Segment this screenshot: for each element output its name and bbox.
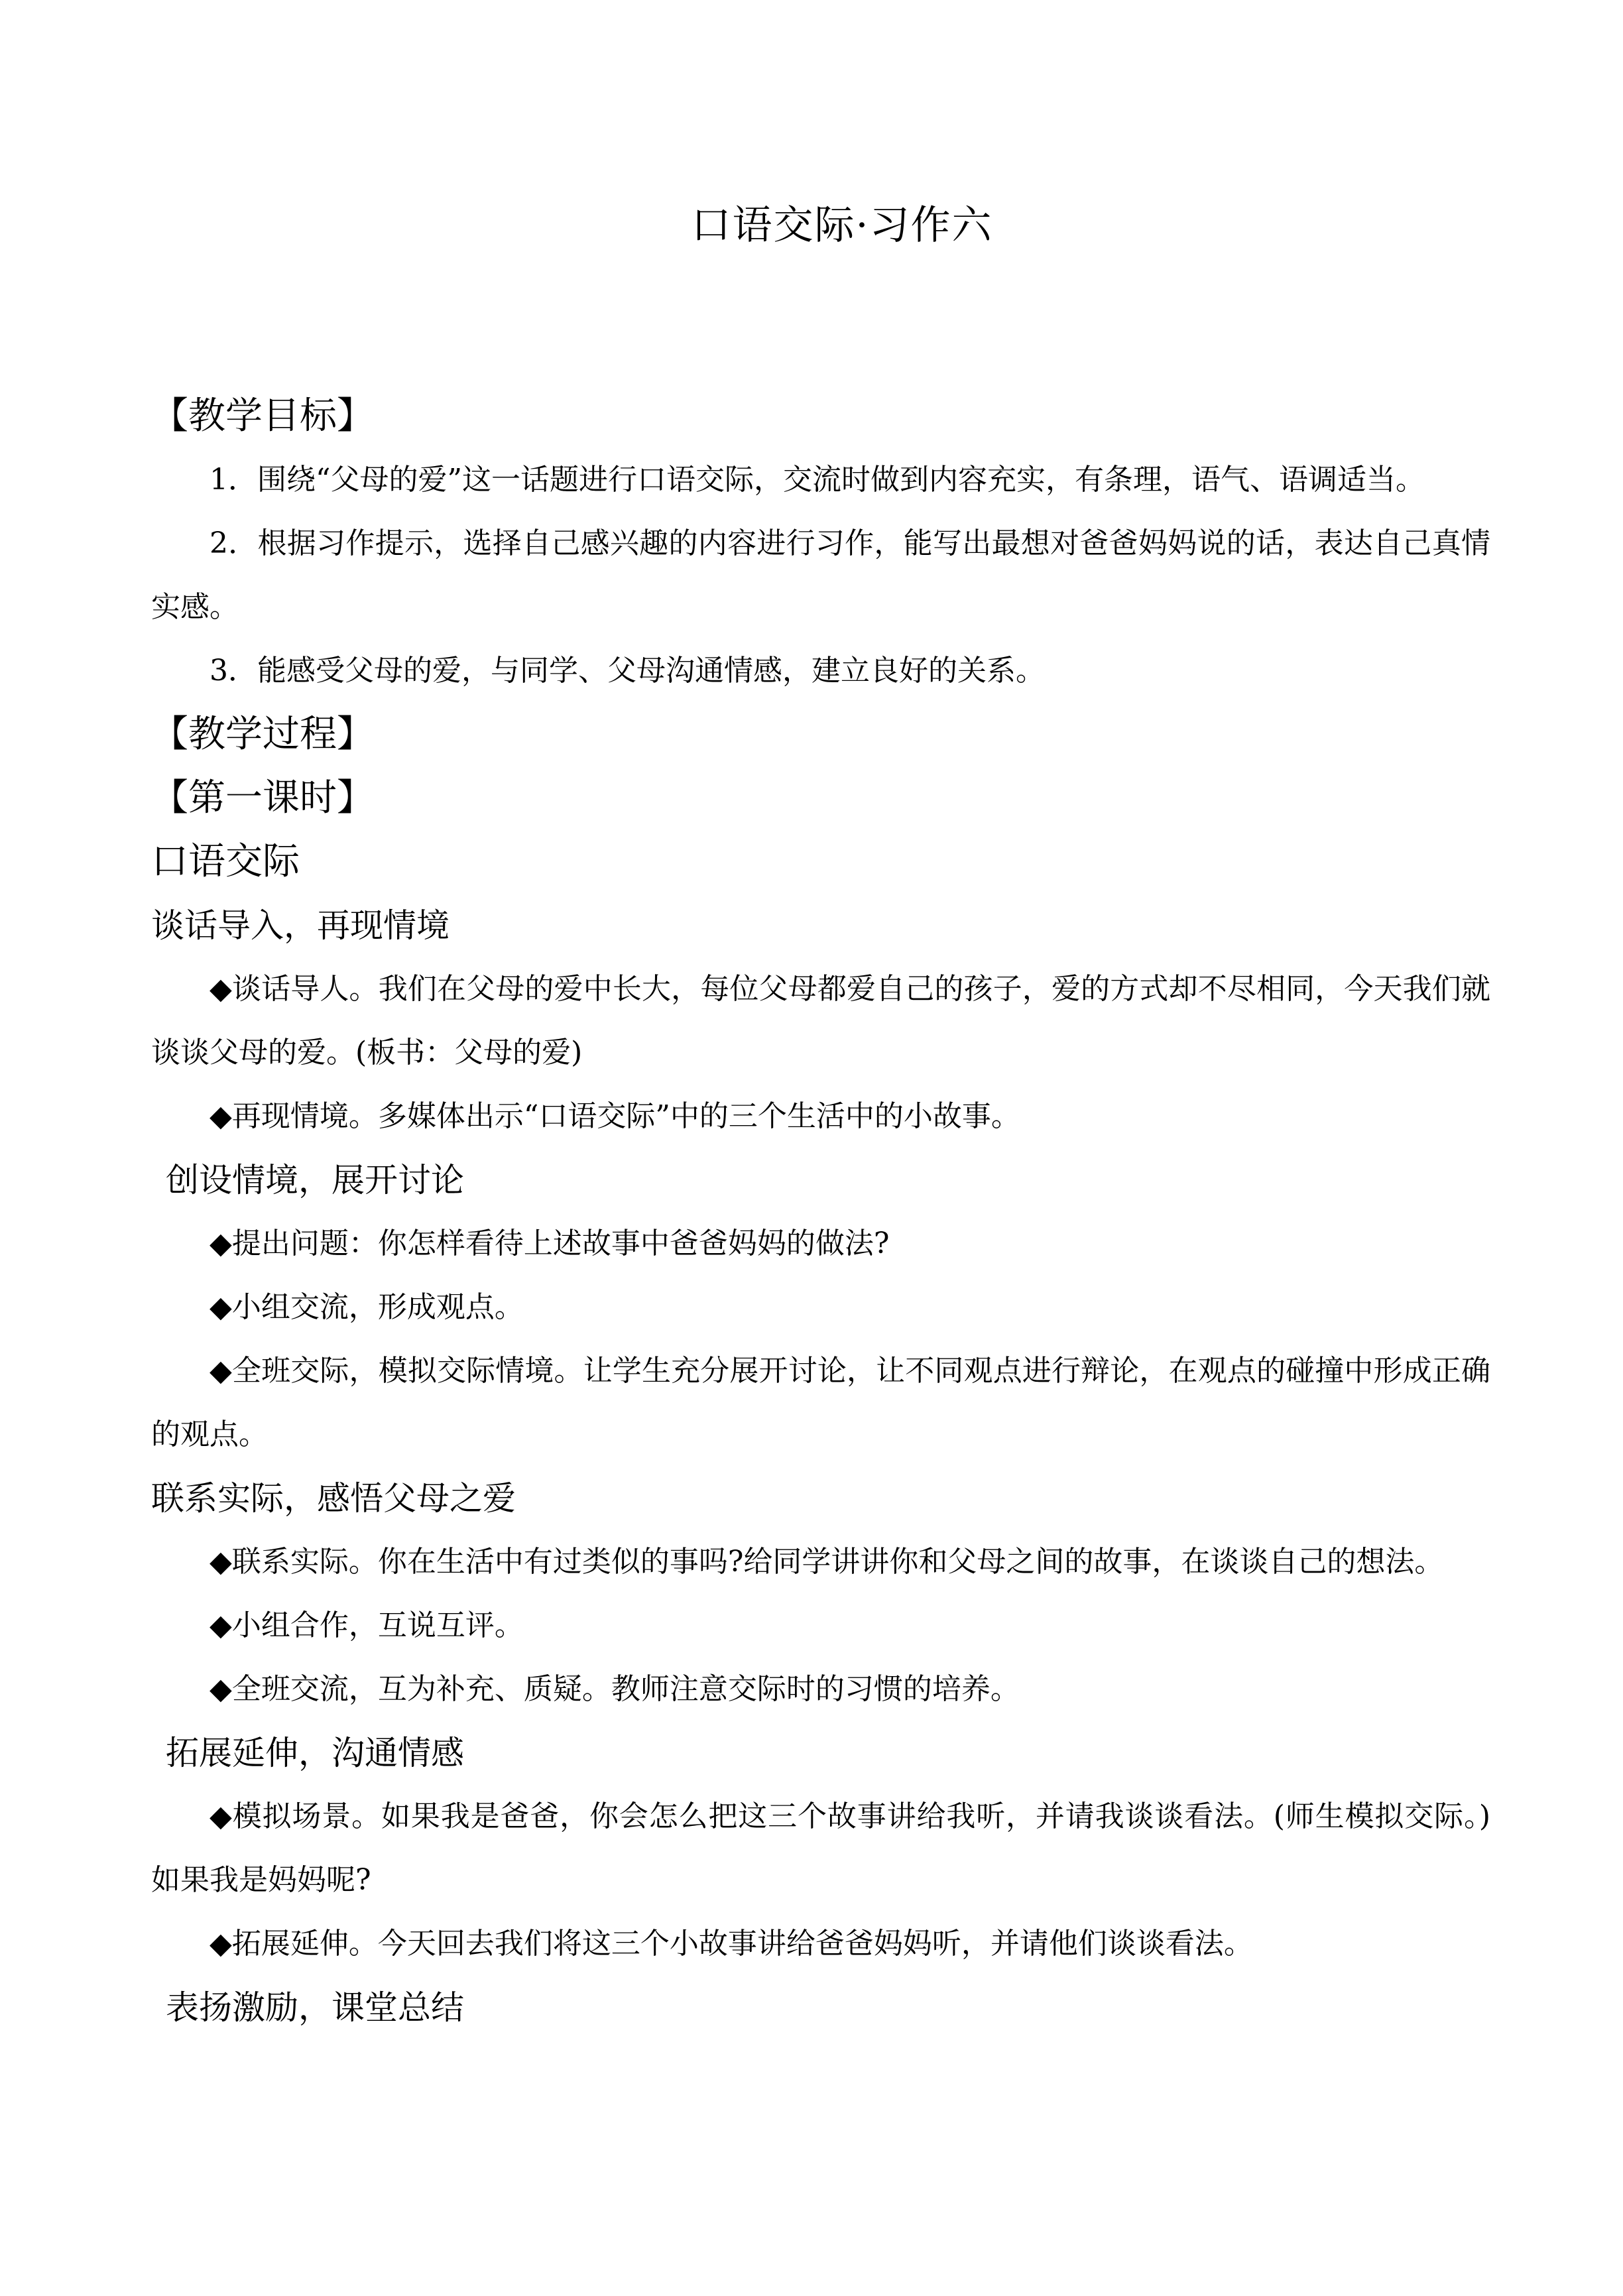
document-body bbox=[151, 385, 1490, 2039]
oral-heading: 口语交际 bbox=[151, 840, 300, 883]
objective-item: 1．围绕“父母的爱”这一话题进行口语交际，交流时做到内容充实，有条理，语气、语调适当。 bbox=[210, 463, 1425, 497]
step-item: ◆小组交流，形成观点。 bbox=[210, 1290, 524, 1324]
step-item: ◆再现情境。多媒体出示“口语交际”中的三个生活中的小故事。 bbox=[210, 1099, 1020, 1133]
step1-title: 谈话导入，再现情境 bbox=[151, 906, 450, 945]
step-item: ◆联系实际。你在生活中有过类似的事吗?给同学讲讲你和父母之间的故事，在谈谈自己的想法。 bbox=[210, 1545, 1444, 1579]
step-item: ◆拓展延伸。今天回去我们将这三个小故事讲给爸爸妈妈听，并请他们谈谈看法。 bbox=[210, 1927, 1253, 1961]
step3-title: 联系实际，感悟父母之爱 bbox=[151, 1479, 516, 1518]
objective-item: 2．根据习作提示，选择自己感兴趣的内容进行习作，能写出最想对爸爸妈妈说的话，表达自己真情实感。 bbox=[151, 526, 1490, 624]
step4-title: 拓展延伸，沟通情感 bbox=[166, 1734, 464, 1772]
step2-title: 创设情境，展开讨论 bbox=[166, 1161, 464, 1199]
document-title: 口语交际·习作六 bbox=[691, 202, 993, 249]
lesson1-heading: 【第一课时】 bbox=[151, 776, 374, 819]
objective-item: 3．能感受父母的爱，与同学、父母沟通情感，建立良好的关系。 bbox=[210, 654, 1045, 688]
step-item: ◆谈话导人。我们在父母的爱中长大，每位父母都爱自己的孩子，爱的方式却不尽相同，今天我们就谈谈父母的爱。(板书：父母的爱) bbox=[151, 972, 1490, 1069]
step5-title: 表扬激励，课堂总结 bbox=[166, 1988, 464, 2027]
step-item: ◆小组合作，互说互评。 bbox=[210, 1608, 524, 1642]
objectives-heading: 【教学目标】 bbox=[151, 394, 374, 438]
step-item: ◆全班交际，模拟交际情境。让学生充分展开讨论，让不同观点进行辩论，在观点的碰撞中形成正确的观点。 bbox=[151, 1354, 1490, 1451]
step-item: ◆全班交流，互为补充、质疑。教师注意交际时的习惯的培养。 bbox=[210, 1672, 1020, 1706]
process-heading: 【教学过程】 bbox=[151, 713, 374, 756]
step-item: ◆提出问题：你怎样看待上述故事中爸爸妈妈的做法? bbox=[210, 1227, 890, 1260]
step-item: ◆模拟场景。如果我是爸爸，你会怎么把这三个故事讲给我听，并请我谈谈看法。(师生模拟交际。)如果我是妈妈呢? bbox=[151, 1799, 1490, 1897]
